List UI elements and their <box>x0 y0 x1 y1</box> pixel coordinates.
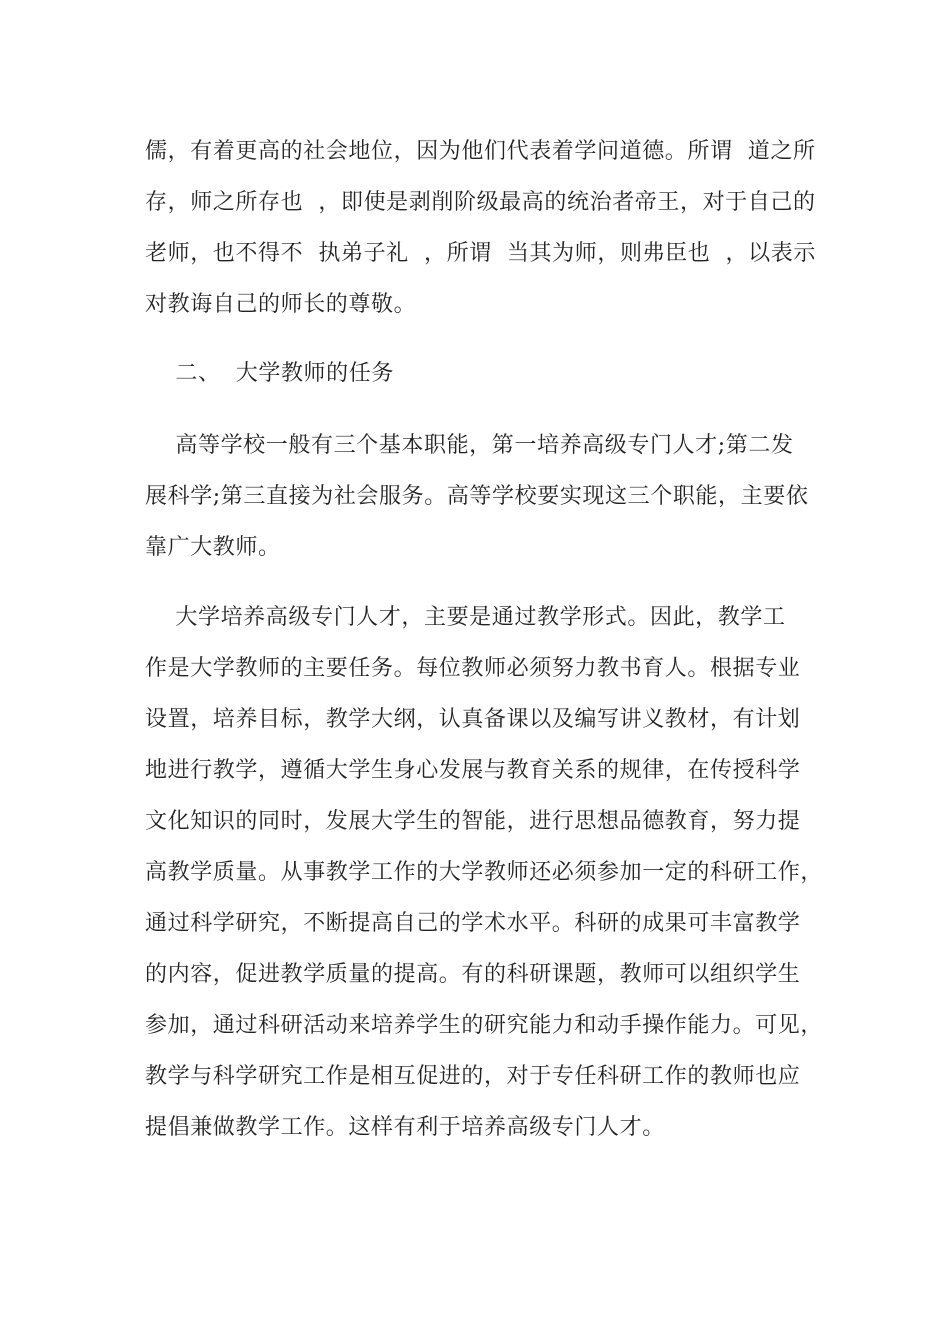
text-line: 通过科学研究，不断提高自己的学术水平。科研的成果可丰富教学 <box>145 911 801 936</box>
text-line: 对教诲自己的师长的尊敬。 <box>145 292 417 317</box>
text-line: 老师，也不得不 执弟子礼 ，所谓 当其为师，则弗臣也 ，以表示 <box>145 241 816 266</box>
text-line: 设置，培养目标，教学大纲，认真备课以及编写讲义教材，有计划 <box>145 707 801 732</box>
text-line: 儒，有着更高的社会地位，因为他们代表着学问道德。所谓 道之所 <box>145 139 816 164</box>
paragraph-teaching-tasks <box>145 592 824 1153</box>
text-line: 提倡兼做教学工作。这样有利于培养高级专门人才。 <box>145 1115 665 1140</box>
text-line: 展科学;第三直接为社会服务。高等学校要实现这三个职能，主要依 <box>145 484 809 509</box>
paragraph-teacher-status <box>145 126 815 330</box>
text-line: 存，师之所存也 ，即使是剥削阶级最高的统治者帝王，对于自己的 <box>145 190 816 215</box>
text-line: 的内容，促进教学质量的提高。有的科研课题，教师可以组织学生 <box>145 962 801 987</box>
text-line: 地进行教学，遵循大学生身心发展与教育关系的规律，在传授科学 <box>145 758 801 783</box>
paragraph-functions <box>145 420 815 573</box>
text-line: 高教学质量。从事教学工作的大学教师还必须参加一定的科研工作， <box>145 860 824 885</box>
text-line: 文化知识的同时，发展大学生的智能，进行思想品德教育，努力提 <box>145 809 801 834</box>
text-line: 靠广大教师。 <box>145 535 281 560</box>
text-line: 参加，通过科研活动来培养学生的研究能力和动手操作能力。可见， <box>145 1013 824 1038</box>
section-heading <box>145 348 815 399</box>
text-line: 教学与科学研究工作是相互促进的，对于专任科研工作的教师也应 <box>145 1064 801 1089</box>
heading-text: 二、 大学教师的任务 <box>145 361 394 386</box>
text-line: 大学培养高级专门人才，主要是通过教学形式。因此，教学工 <box>145 605 786 630</box>
text-line: 作是大学教师的主要任务。每位教师必须努力教书育人。根据专业 <box>145 656 801 681</box>
text-line: 高等学校一般有三个基本职能，第一培养高级专门人才;第二发 <box>145 433 794 458</box>
